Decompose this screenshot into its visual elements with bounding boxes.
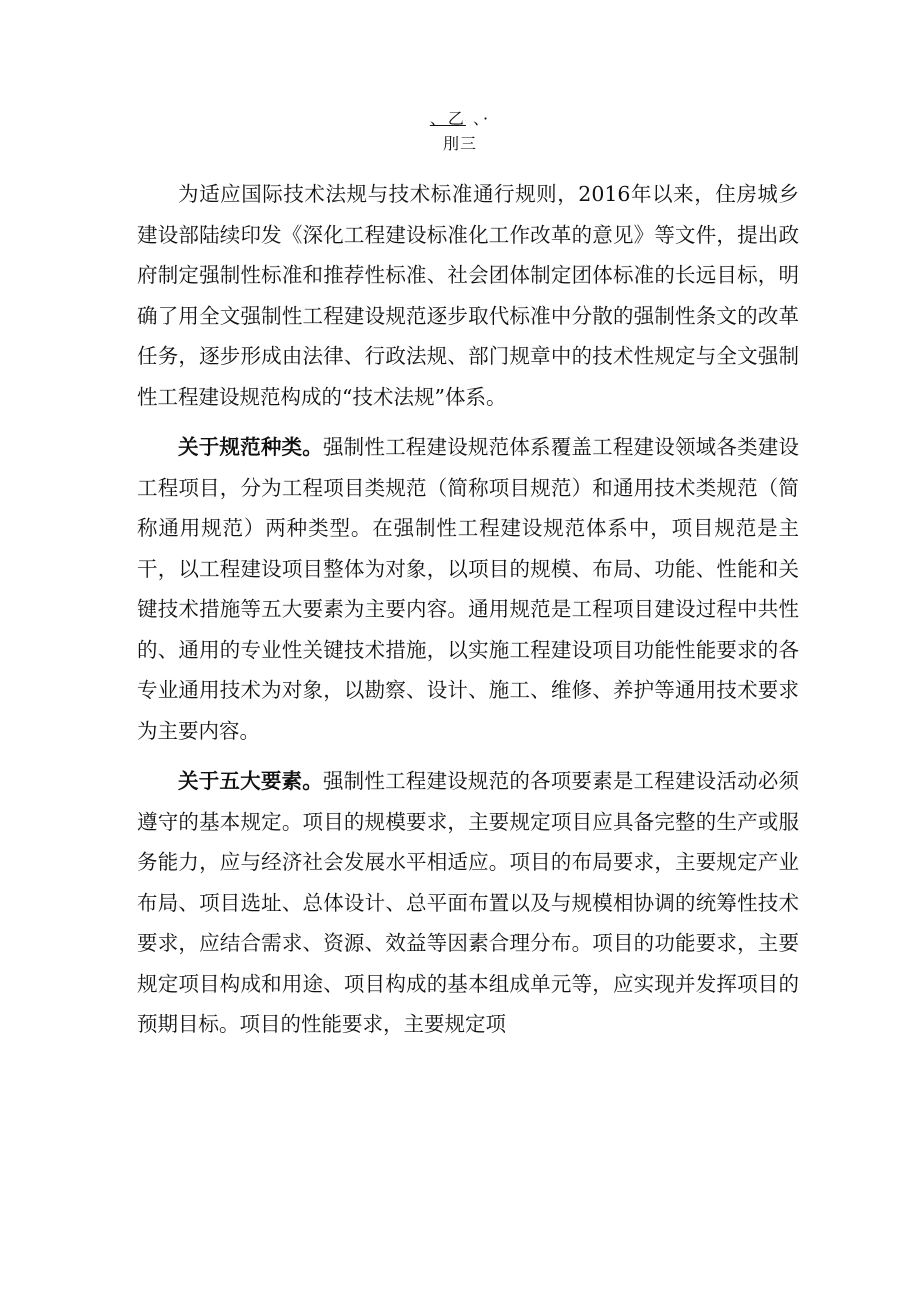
paragraph-five-elements [137,761,799,1045]
paragraph-specification-types [137,427,799,751]
document-body [137,174,799,1055]
header-mark-underlined: 、乙 [429,109,466,128]
paragraph-text: 为适应国际技术法规与技术标准通行规则，2016年以来，住房城乡建设部陆续印发《深化工程建设标准化工作改革的意见》等文件，提出政府制定强制性标准和推荐性标准、社会团体制定团体标准的长远目标，明确了用全文强制性工程建设规范逐步取代标准中分散的强制性条文的改革任务，逐步形成由法律、行政法规、部门规章中的技术性规定与全文强制性工程建设规范构成的“技术法规”体系。 [137,182,799,409]
paragraph-text: 强制性工程建设规范体系覆盖工程建设领域各类建设工程项目，分为工程项目类规范（简称项目规范）和通用技术类规范（简称通用规范）两种类型。在强制性工程建设规范体系中，项目规范是主干，以工程建设项目整体为对象，以项目的规模、布局、功能、性能和关键技术措施等五大要素为主要内容。通用规范是工程项目建设过程中共性的、通用的专业性关键技术措施，以实施工程建设项目功能性能要求的各专业通用技术为对象，以勘察、设计、施工、维修、养护等通用技术要求为主要内容。 [137,435,800,743]
paragraph-lead: 关于规范种类。 [178,435,323,459]
document-title: 刖三 [442,134,477,153]
header-mark-rest: 、· [465,109,491,128]
paragraph-intro [137,174,799,417]
header-mark [0,106,920,129]
paragraph-lead: 关于五大要素。 [178,769,323,793]
paragraph-text: 强制性工程建设规范的各项要素是工程建设活动必须遵守的基本规定。项目的规模要求，主要规定项目应具备完整的生产或服务能力，应与经济社会发展水平相适应。项目的布局要求，主要规定产业布局、项目选址、总体设计、总平面布置以及与规模相协调的统筹性技术要求，应结合需求、资源、效益等因素合理分布。项目的功能要求，主要规定项目构成和用途、项目构成的基本组成单元等，应实现并发挥项目的预期目标。项目的性能要求，主要规定项 [137,769,800,1036]
